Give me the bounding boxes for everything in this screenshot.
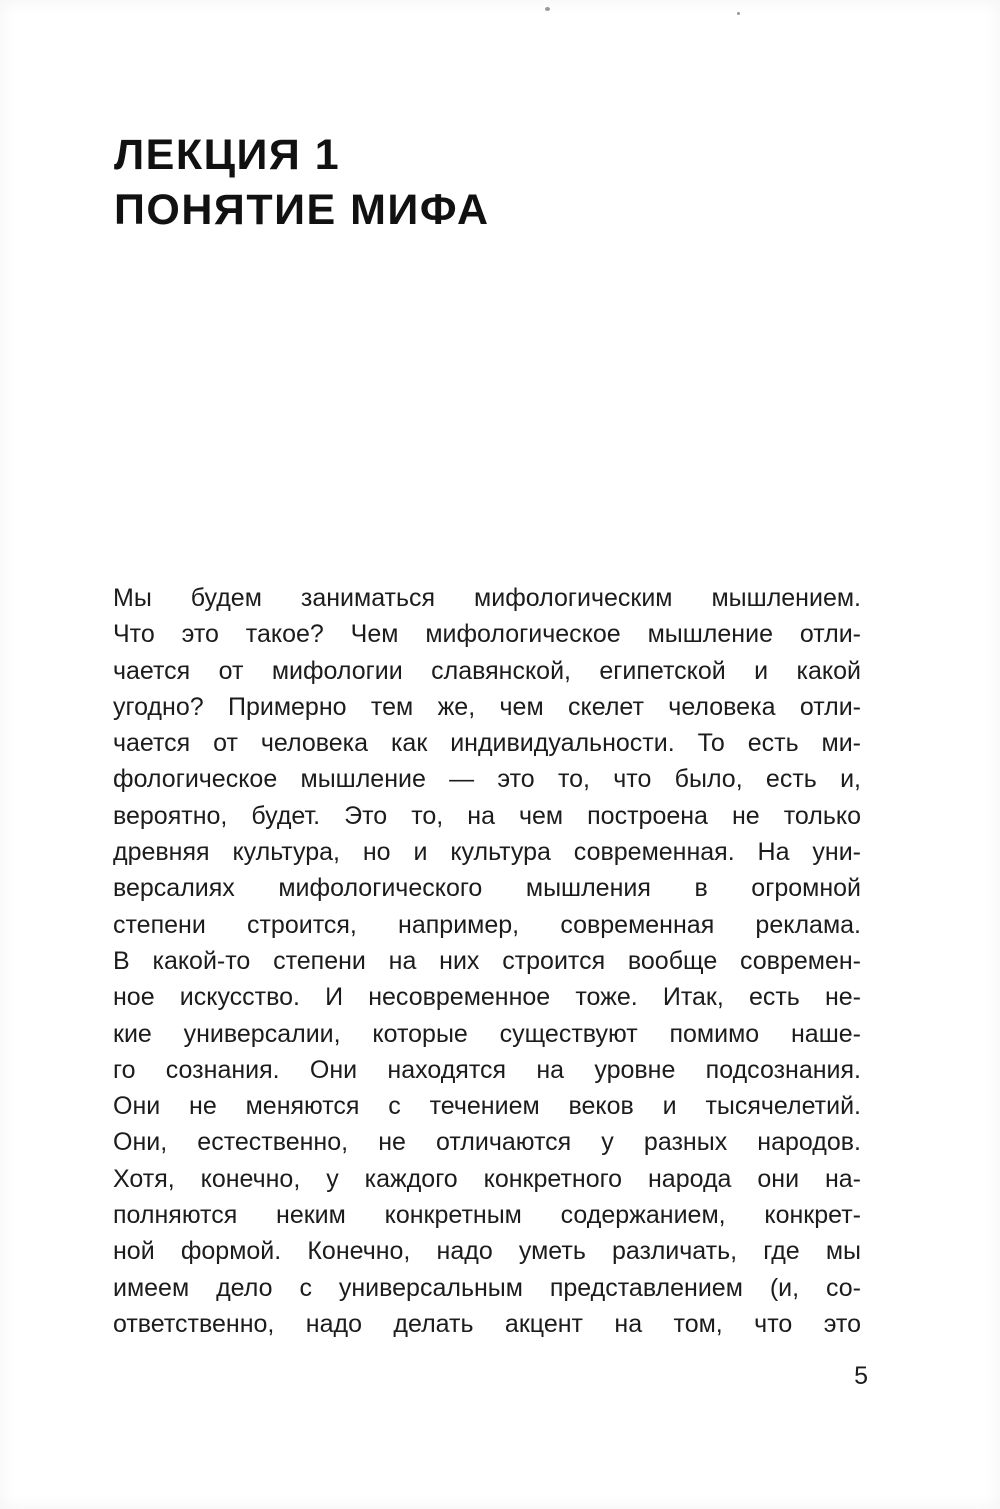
text-line: ной формой. Конечно, надо уметь различать, где мы [113, 1237, 861, 1266]
text-line: угодно? Примерно тем же, чем скелет человека отли- [113, 692, 861, 721]
text-line: чается от мифологии славянской, египетской и какой [113, 656, 861, 685]
text-line: Мы будем заниматься мифологическим мышлением. [113, 584, 861, 612]
text-line: ответственно, надо делать акцент на том, что это [113, 1309, 861, 1338]
scan-artifact [545, 7, 550, 11]
text-line: степени строится, например, современная реклама. [113, 910, 861, 939]
text-line: фологическое мышление — это то, что было, есть и, [113, 765, 861, 794]
page-number: 5 [854, 1362, 868, 1390]
scan-artifact [737, 12, 740, 15]
text-line: имеем дело с универсальным представлением (и, со- [113, 1273, 861, 1302]
text-line: Хотя, конечно, у каждого конкретного народа они на- [113, 1164, 861, 1193]
text-line: кие универсалии, которые существуют помимо наше- [113, 1019, 861, 1048]
text-line: вероятно, будет. Это то, на чем построена не только [113, 801, 861, 830]
text-line: версалиях мифологического мышления в огромной [113, 874, 861, 903]
text-line: чается от человека как индивидуальности. То есть ми- [113, 729, 861, 758]
text-line: Они не меняются с течением веков и тысячелетий. [113, 1092, 861, 1121]
chapter-heading-line2: ПОНЯТИЕ МИФА [114, 186, 490, 234]
text-line: Что это такое? Чем мифологическое мышление отли- [113, 620, 861, 649]
body-text [113, 580, 861, 1342]
text-line: Они, естественно, не отличаются у разных народов. [113, 1128, 861, 1157]
chapter-heading-line1: ЛЕКЦИЯ 1 [114, 131, 341, 179]
text-line: го сознания. Они находятся на уровне подсознания. [113, 1055, 861, 1084]
text-line: В какой-то степени на них строится вообще современ- [113, 946, 861, 975]
text-line: ное искусство. И несовременное тоже. Итак, есть не- [113, 983, 861, 1012]
chapter-heading [114, 128, 490, 238]
text-line: древняя культура, но и культура современная. На уни- [113, 838, 861, 867]
text-line: полняются неким конкретным содержанием, конкрет- [113, 1201, 861, 1230]
